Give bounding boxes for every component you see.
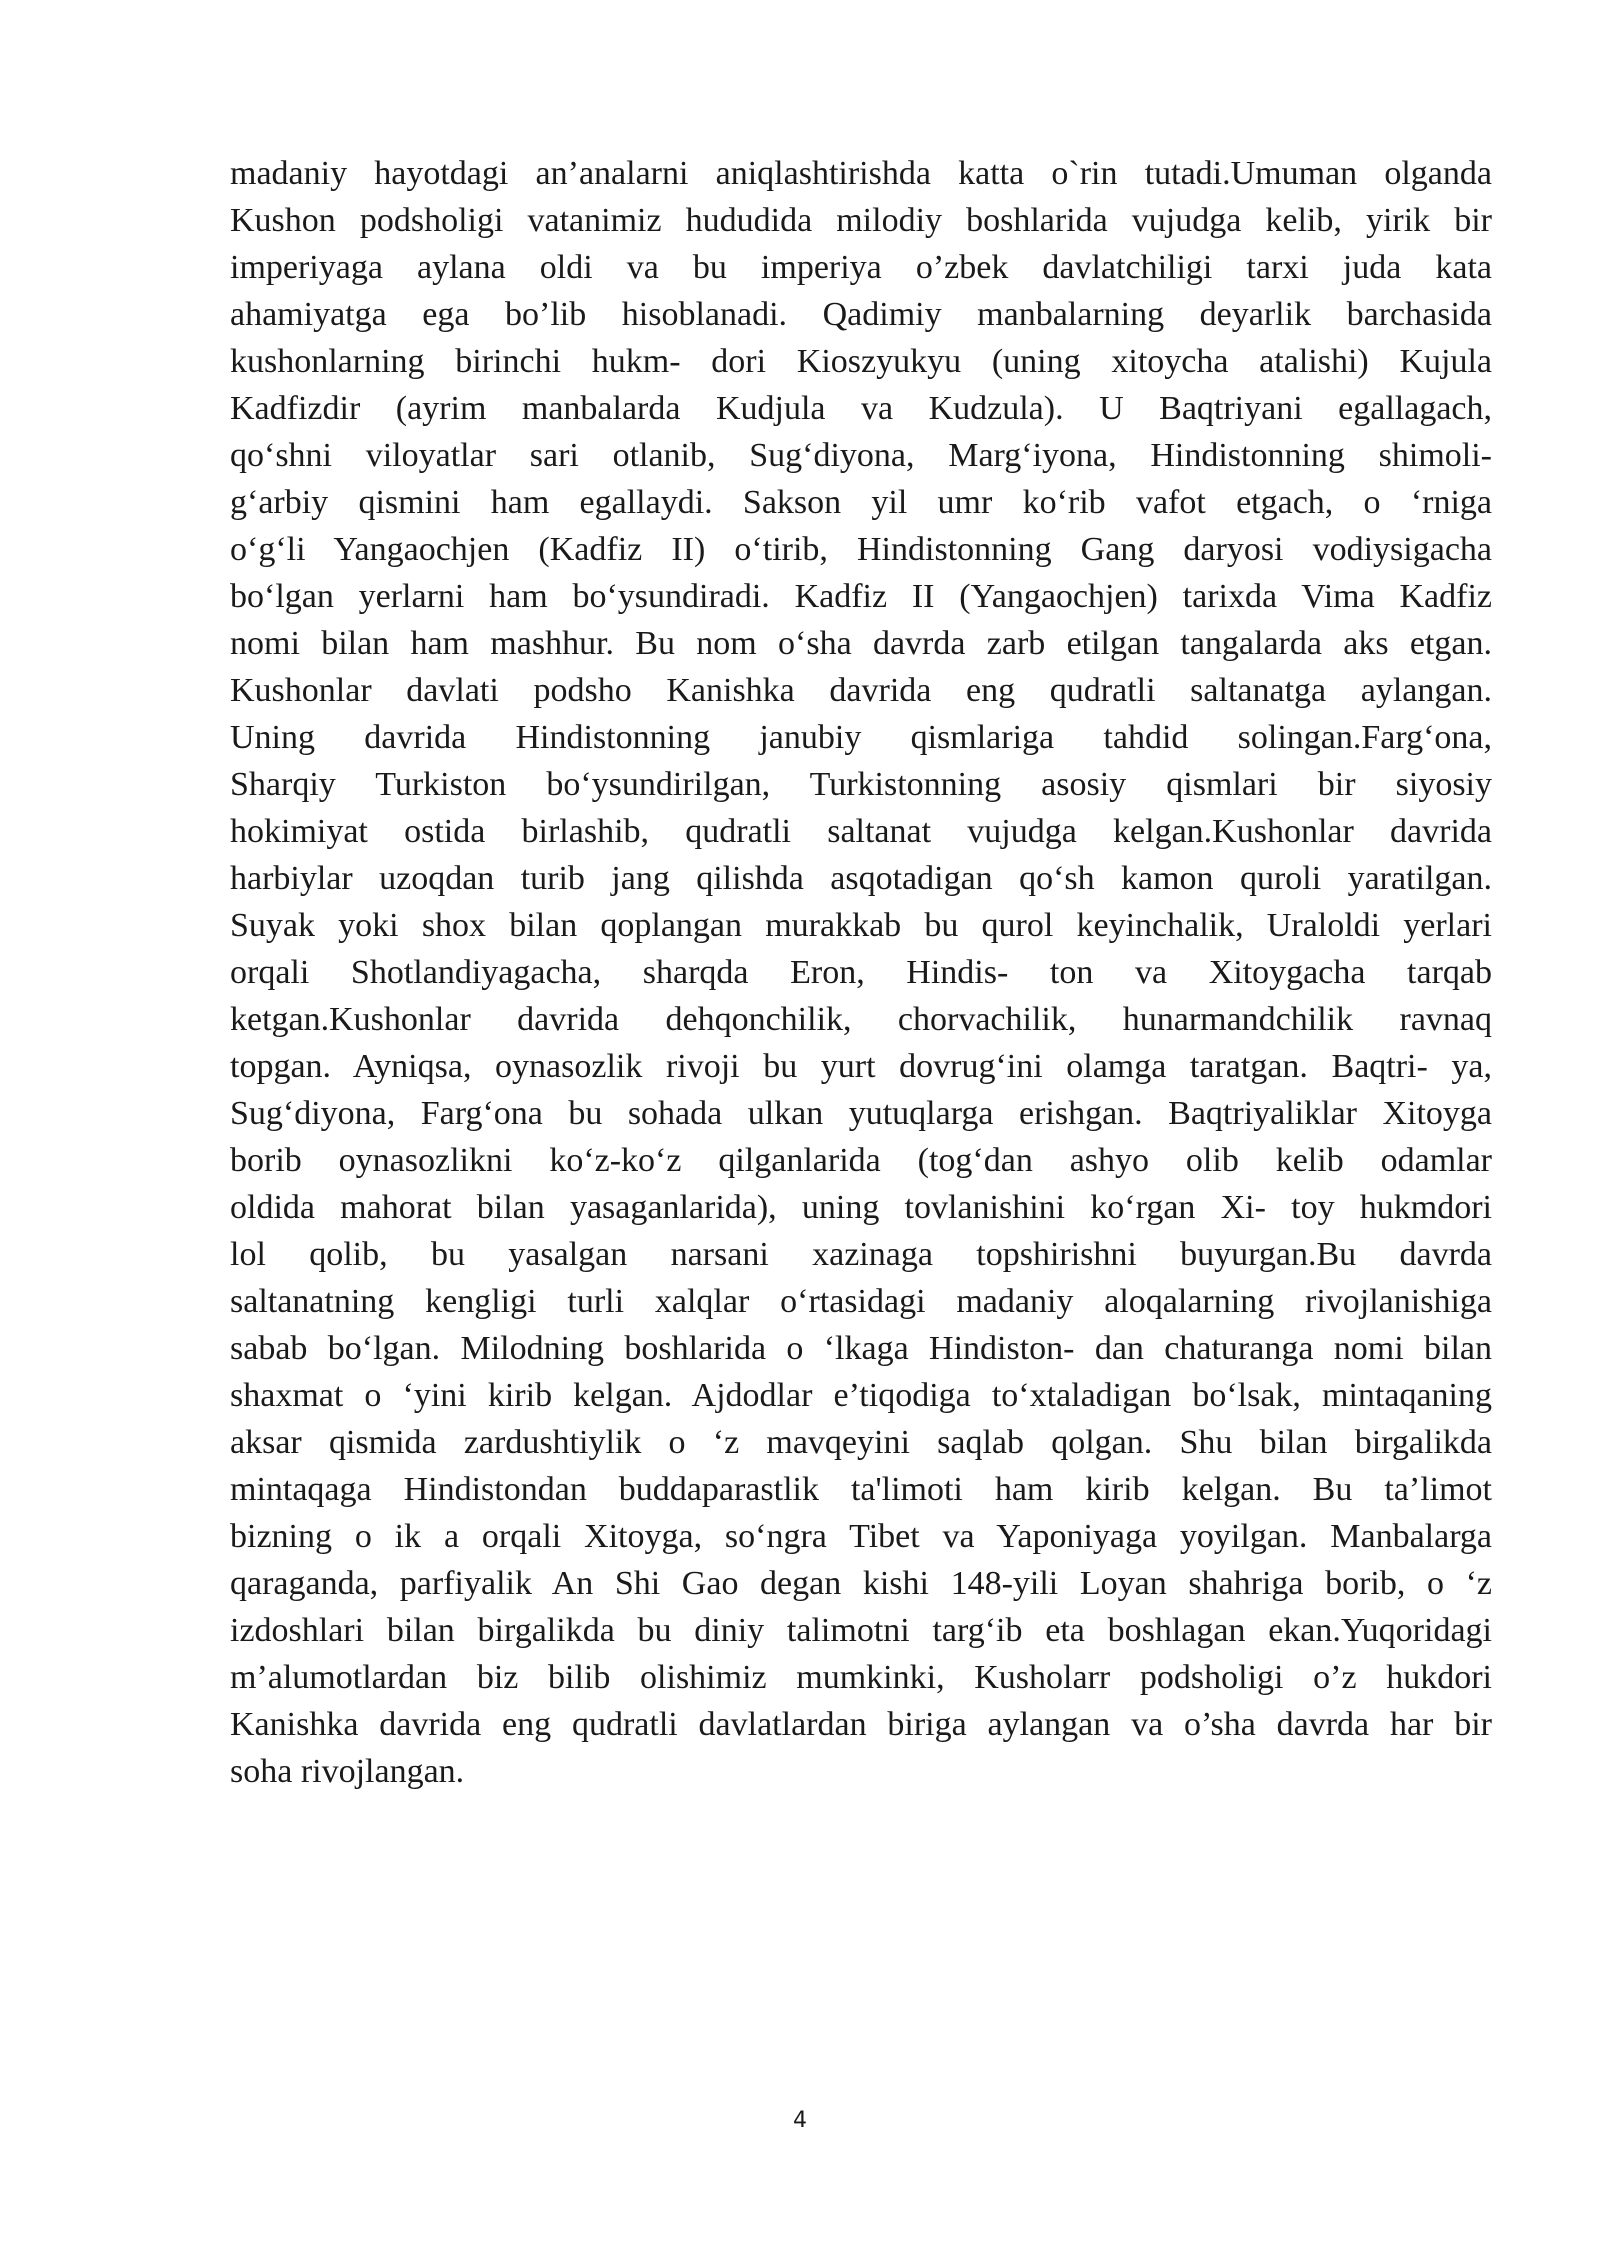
text-line: orqali Shotlandiyagacha, sharqda Eron, Hindis- ton va Xitoygacha tarqab <box>230 954 1492 991</box>
text-line: sabab bo‘lgan. Milodning boshlarida o ‘lkaga Hindiston- dan chaturanga nomi bilan <box>230 1330 1492 1367</box>
text-line: Sug‘diyona, Farg‘ona bu sohada ulkan yutuqlarga erishgan. Baqtriyaliklar Xitoyga <box>230 1095 1492 1132</box>
text-line: hokimiyat ostida birlashib, qudratli saltanat vujudga kelgan.Kushonlar davrida <box>230 813 1492 850</box>
text-line: imperiyaga aylana oldi va bu imperiya o’zbek davlatchiligi tarxi juda kata <box>230 249 1492 286</box>
text-line: shaxmat o ‘yini kirib kelgan. Ajdodlar e’tiqodiga to‘xtaladigan bo‘lsak, mintaqaning <box>230 1377 1492 1414</box>
text-line: Kushonlar davlati podsho Kanishka davrida eng qudratli saltanatga aylangan. <box>230 672 1492 709</box>
text-line: Kadfizdir (ayrim manbalarda Kudjula va Kudzula). U Baqtriyani egallagach, <box>230 390 1492 427</box>
text-line: lol qolib, bu yasalgan narsani xazinaga topshirishni buyurgan.Bu davrda <box>230 1236 1492 1273</box>
text-line: o‘g‘li Yangaochjen (Kadfiz II) o‘tirib, Hindistonning Gang daryosi vodiysigacha <box>230 531 1492 568</box>
text-line: izdoshlari bilan birgalikda bu diniy talimotni targ‘ib eta boshlagan ekan.Yuqoridagi <box>230 1612 1492 1649</box>
text-line: kushonlarning birinchi hukm- dori Kioszyukyu (uning xitoycha atalishi) Kujula <box>230 343 1492 380</box>
text-line: qo‘shni viloyatlar sari otlanib, Sug‘diyona, Marg‘iyona, Hindistonning shimoli- <box>230 437 1492 474</box>
text-line: nomi bilan ham mashhur. Bu nom o‘sha davrda zarb etilgan tangalarda aks etgan. <box>230 625 1492 662</box>
body-paragraph <box>230 150 1492 1795</box>
text-line: bo‘lgan yerlarni ham bo‘ysundiradi. Kadfiz II (Yangaochjen) tarixda Vima Kadfiz <box>230 578 1492 615</box>
text-line: oldida mahorat bilan yasaganlarida), uning tovlanishini ko‘rgan Xi- toy hukmdori <box>230 1189 1492 1226</box>
text-line: Sharqiy Turkiston bo‘ysundirilgan, Turkistonning asosiy qismlari bir siyosiy <box>230 766 1492 803</box>
text-line: saltanatning kengligi turli xalqlar o‘rtasidagi madaniy aloqalarning rivojlanishiga <box>230 1283 1492 1320</box>
text-line: ahamiyatga ega bo’lib hisoblanadi. Qadimiy manbalarning deyarlik barchasida <box>230 296 1492 333</box>
text-line: Kushon podsholigi vatanimiz hududida milodiy boshlarida vujudga kelib, yirik bir <box>230 202 1492 239</box>
page-number: 4 <box>793 2108 807 2133</box>
text-line: borib oynasozlikni ko‘z-ko‘z qilganlarida (tog‘dan ashyo olib kelib odamlar <box>230 1142 1492 1179</box>
text-line: m’alumotlardan biz bilib olishimiz mumkinki, Kusholarr podsholigi o’z hukdori <box>230 1659 1492 1696</box>
text-line: aksar qismida zardushtiylik o ‘z mavqeyini saqlab qolgan. Shu bilan birgalikda <box>230 1424 1492 1461</box>
text-line: g‘arbiy qismini ham egallaydi. Sakson yil umr ko‘rib vafot etgach, o ‘rniga <box>230 484 1492 521</box>
text-line: Kanishka davrida eng qudratli davlatlardan biriga aylangan va o’sha davrda har bir <box>230 1706 1492 1743</box>
text-line: bizning o ik a orqali Xitoyga, so‘ngra Tibet va Yaponiyaga yoyilgan. Manbalarga <box>230 1518 1492 1555</box>
text-line: ketgan.Kushonlar davrida dehqonchilik, chorvachilik, hunarmandchilik ravnaq <box>230 1001 1492 1038</box>
text-line: Uning davrida Hindistonning janubiy qismlariga tahdid solingan.Farg‘ona, <box>230 719 1492 756</box>
text-line: qaraganda, parfiyalik An Shi Gao degan kishi 148-yili Loyan shahriga borib, o ‘z <box>230 1565 1492 1602</box>
text-line: topgan. Ayniqsa, oynasozlik rivoji bu yurt dovrug‘ini olamga taratgan. Baqtri- ya, <box>230 1048 1492 1085</box>
text-line: mintaqaga Hindistondan buddaparastlik ta'limoti ham kirib kelgan. Bu ta’limot <box>230 1471 1492 1508</box>
text-line: soha rivojlangan. <box>230 1753 465 1790</box>
text-line: harbiylar uzoqdan turib jang qilishda asqotadigan qo‘sh kamon quroli yaratilgan. <box>230 860 1492 897</box>
text-line: Suyak yoki shox bilan qoplangan murakkab bu qurol keyinchalik, Uraloldi yerlari <box>230 907 1492 944</box>
text-line: madaniy hayotdagi an’analarni aniqlashtirishda katta o`rin tutadi.Umuman olganda <box>230 155 1492 192</box>
